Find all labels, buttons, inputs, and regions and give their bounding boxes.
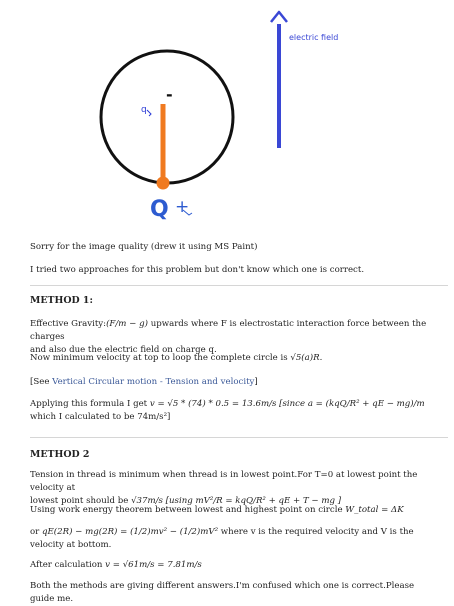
conclusion: Both the methods are giving different answers.I'm confused which one is correct.Please guide me. [30, 581, 415, 604]
after-expr: v = √61m/s = 7.81m/s [105, 560, 202, 570]
method1-see [30, 376, 440, 389]
min-velocity-expr: √5(a)R. [290, 353, 323, 363]
after-prefix: After calculation [30, 560, 103, 570]
intro-line-1: Sorry for the image quality (drew it using MS Paint) [30, 242, 258, 252]
top-charge-letter: q [141, 105, 147, 115]
tension-line-1: Tension in thread is minimum when thread is in lowest point.For T=0 at lowest point the velocity at [30, 470, 418, 493]
eff-gravity-prefix: Effective Gravity: [30, 319, 107, 329]
diagram-figure [0, 0, 454, 232]
method2-work-energy [30, 504, 440, 517]
tension-line-2-expr: √37m/s [using mV²/R = kqQ/R² + qE + T − mg ] [131, 496, 342, 506]
circle-path [101, 51, 233, 183]
charge-Q-dot [157, 177, 170, 190]
eq-line-1-rest: where v is the required velocity and V is the [220, 527, 414, 537]
tension-line-2-prefix: lowest point should be [30, 496, 129, 506]
divider-2 [30, 437, 448, 438]
apply-since: [since a = (kqQ/R² + qE − mg)/m [279, 399, 425, 409]
eff-gravity-rest-2: and also due the electric field on charge q. [30, 345, 217, 355]
min-velocity-text: Now minimum velocity at top to loop the complete circle is [30, 353, 288, 363]
electric-field-arrow-head [271, 12, 287, 22]
method2-equation [30, 526, 440, 552]
method2-after [30, 559, 440, 572]
eq-line-2: velocity at bottom. [30, 540, 112, 550]
intro-line-2: I tried two approaches for this problem but don't know which one is correct. [30, 265, 365, 275]
see-link[interactable]: Vertical Circular motion - Tension and velocity [52, 377, 255, 387]
method2-heading: METHOD 2 [30, 449, 90, 460]
work-energy-text: Using work energy theorem between lowest and highest point on circle [30, 505, 343, 515]
method1-heading: METHOD 1: [30, 295, 93, 306]
work-energy-expr: W_total = ΔK [345, 505, 404, 515]
eq-line-1-expr: qE(2R) − mg(2R) = (1/2)mv² − (1/2)mV² [42, 527, 219, 537]
eq-line-1-prefix: or [30, 527, 40, 537]
apply-line-2: which I calculated to be 74m/s²] [30, 412, 171, 422]
method1-apply [30, 398, 440, 424]
top-charge-mark [147, 110, 151, 116]
see-suffix: ] [254, 377, 258, 387]
electric-field-label: electric field [289, 33, 339, 42]
top-charge-sign: - [166, 85, 173, 104]
divider-1 [30, 285, 448, 286]
apply-prefix: Applying this formula I get [30, 399, 148, 409]
method1-min-velocity [30, 352, 440, 365]
see-prefix: [See [30, 377, 53, 387]
bottom-charge-letter: Q [150, 197, 169, 222]
eff-gravity-expr: (F/m − g) [106, 319, 148, 329]
eff-gravity-rest-1: upwards where F is electrostatic interaction force between the charges [30, 319, 427, 342]
method2-tension [30, 469, 440, 508]
bottom-charge-sign: + [175, 197, 190, 217]
apply-expr: v = √5 * (74) * 0.5 = 13.6m/s [149, 399, 277, 409]
